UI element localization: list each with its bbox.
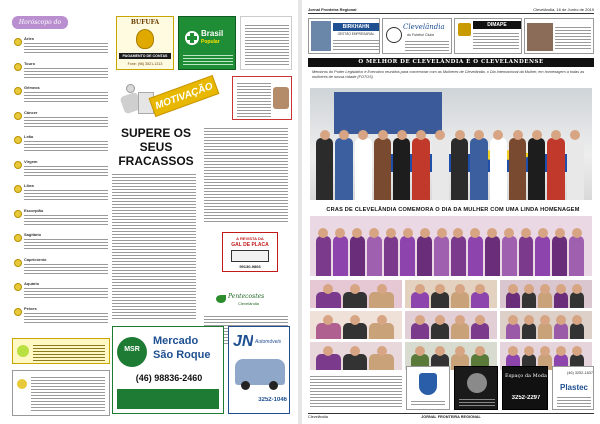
clevelandia-sub: do Futebol Clube: [407, 33, 435, 37]
person: [431, 323, 449, 339]
person: [350, 236, 365, 276]
person-head: [455, 346, 465, 356]
person: [343, 354, 368, 370]
bottom-text-block: [310, 374, 402, 408]
horoscope-text: [24, 41, 108, 55]
car-wheel-left: [241, 381, 250, 390]
person-head: [397, 130, 407, 140]
zodiac-icon: [14, 38, 22, 46]
person-head: [377, 346, 387, 356]
person-head: [415, 346, 425, 356]
person: [522, 292, 536, 308]
mercado-bottom-bar: [117, 389, 219, 409]
money-bag-icon: [136, 29, 154, 49]
horoscope-text: [24, 66, 108, 80]
person: [343, 292, 368, 308]
person: [569, 236, 584, 276]
person-head: [540, 315, 550, 325]
person: [506, 292, 520, 308]
person: [490, 138, 507, 200]
person-head: [555, 228, 565, 238]
right-page-footer: [308, 413, 594, 419]
horoscope-sign-name: Sagitário: [24, 232, 42, 237]
horoscope-text: [24, 311, 108, 325]
person: [519, 236, 534, 276]
ad-pentecostes-name: Pentecostes: [228, 293, 265, 300]
person-head: [556, 315, 566, 325]
person: [316, 354, 341, 370]
horoscope-sign-name: Gêmeos: [24, 85, 40, 90]
person-head: [572, 228, 582, 238]
car-wheel-right: [269, 381, 278, 390]
pharmacy-cross-glyph-h: [187, 36, 197, 40]
horoscope-item: [14, 85, 110, 105]
prefeitura-text: [411, 399, 445, 407]
ad-dark: [454, 366, 498, 410]
horoscope-item: [14, 61, 110, 81]
clevelandia-name: Clevelândia: [403, 23, 445, 31]
person: [316, 138, 333, 200]
cras-headline: CRAS DE CLEVELÂNDIA COMEMORA O DIA DA MULHER COM UMA LINDA HOMENAGEM: [326, 207, 580, 213]
mercado-logo-text: MSR: [124, 346, 140, 353]
person-head: [572, 315, 582, 325]
article-text-col1: [112, 172, 196, 320]
ad-brasil-name: Brasil: [201, 29, 224, 38]
person-head: [403, 228, 413, 238]
event-photo: [500, 311, 592, 339]
person-head: [532, 130, 542, 140]
horoscope-sign-name: Peixes: [24, 305, 37, 311]
ad-espaco-moda: [502, 366, 548, 410]
zodiac-icon: [14, 161, 22, 169]
person: [468, 236, 483, 276]
dark-ad-text: [459, 397, 495, 407]
horoscope-item: [14, 36, 110, 56]
event-photo: [310, 342, 402, 370]
ad-placa-phone: 99130-9866: [239, 264, 261, 269]
horoscope-text: [24, 213, 108, 227]
person: [570, 292, 584, 308]
person: [538, 323, 552, 339]
zodiac-icon: [14, 63, 22, 71]
event-photo: [405, 280, 497, 308]
person-head: [551, 130, 561, 140]
person-head: [415, 315, 425, 325]
person-head: [377, 315, 387, 325]
person-head: [437, 228, 447, 238]
person: [554, 323, 568, 339]
horoscope-text: [24, 286, 108, 300]
person: [554, 292, 568, 308]
ad-right-top-corner: [524, 18, 594, 54]
birkhahn-sub: GESTÃO EMPRESARIAL: [337, 32, 375, 36]
horoscope-item: [14, 134, 110, 154]
jn-sub: Automóveis: [255, 339, 282, 345]
birkhahn-name: BIRKHAHN: [333, 23, 379, 31]
person: [369, 292, 394, 308]
ad-bufufa-name: BUFUFA: [130, 19, 160, 26]
zodiac-icon: [14, 210, 22, 218]
horoscope-item: [14, 257, 110, 277]
person: [343, 323, 368, 339]
person: [535, 236, 550, 276]
person: [412, 138, 429, 200]
person-head: [556, 284, 566, 294]
horoscope-item: [14, 232, 110, 252]
person-head: [475, 346, 485, 356]
person-head: [540, 346, 550, 356]
horoscope-text: [24, 164, 108, 178]
person: [411, 323, 429, 339]
mercado-name2: São Roque: [153, 349, 211, 361]
horoscope-sign-name: Aquário: [24, 281, 40, 286]
footer-paper-name: JORNAL FRONTEIRA REGIONAL: [421, 415, 481, 419]
ad-mercado: [112, 326, 224, 414]
horoscope-item: [14, 306, 110, 326]
person: [400, 236, 415, 276]
horoscope-item: [14, 159, 110, 179]
person-head: [320, 130, 330, 140]
person-head: [504, 228, 514, 238]
person: [485, 236, 500, 276]
ad-placa-plate: [231, 250, 269, 262]
ad-jn: [228, 326, 290, 414]
person: [411, 292, 429, 308]
person: [506, 323, 520, 339]
zodiac-icon: [14, 185, 22, 193]
right-page: [302, 0, 600, 424]
zodiac-icon: [14, 234, 22, 242]
person: [451, 138, 468, 200]
person-head: [521, 228, 531, 238]
person-head: [524, 346, 534, 356]
person-head: [508, 284, 518, 294]
slogan-bar: O MELHOR DE CLEVELÂNDIA É O CLEVELANDENSE: [308, 58, 594, 67]
horoscope-item: [14, 208, 110, 228]
person: [316, 292, 341, 308]
ad-brasil-sub: Popular: [201, 39, 220, 45]
quote-box-text: [237, 81, 271, 117]
horoscope-item: [14, 281, 110, 301]
clevelandia-text: [405, 39, 449, 51]
banner-backdrop: [334, 92, 442, 134]
person-head: [513, 130, 523, 140]
dimape-logo: [458, 23, 471, 36]
header-paper-name: Jornal Fronteira Regional: [308, 7, 357, 12]
ad-small-bottom-left-text: [33, 343, 105, 361]
person-head: [524, 315, 534, 325]
plastec-phone: (46) 3252-1837: [567, 371, 593, 375]
horoscope-text: [24, 115, 108, 129]
person: [451, 323, 469, 339]
person: [417, 236, 432, 276]
ad-small-bottom-left-logo: [17, 345, 29, 357]
ad-placa-line1: A REVISTA DA: [236, 236, 264, 241]
ad-top-small-text: [245, 23, 289, 67]
jn-phone: 3252-1046: [258, 397, 287, 403]
left-page: [0, 0, 298, 424]
ad-placa: [222, 232, 278, 272]
mercado-name: Mercado: [153, 335, 199, 347]
event-photo: [405, 311, 497, 339]
person: [367, 236, 382, 276]
motivation-headline: SUPERE OS SEUS FRACASSOS: [118, 126, 194, 168]
horoscope-sign-name: Virgem: [24, 158, 38, 164]
person: [471, 292, 489, 308]
ad-clevelandia-fc: [382, 18, 452, 54]
person-head: [524, 284, 534, 294]
person-head: [435, 284, 445, 294]
person-head: [377, 284, 387, 294]
person: [470, 138, 487, 200]
dark-ad-logo: [467, 373, 487, 393]
person: [369, 354, 394, 370]
horoscope-text: [24, 262, 108, 276]
horoscope-sign-name: Leão: [24, 134, 34, 139]
ad-quote-box: [232, 76, 292, 120]
dimape-name: DIMAPE: [473, 21, 521, 29]
horoscope-title: Horóscopo do Amor: [12, 16, 68, 29]
football-icon: [386, 27, 402, 43]
zodiac-icon: [14, 259, 22, 267]
ad-placa-line2: GAL DE PLACA: [231, 242, 269, 248]
person: [355, 138, 372, 200]
ad-top-small: [240, 16, 292, 70]
person-head: [350, 284, 360, 294]
main-photo: [310, 88, 592, 200]
person-head: [420, 228, 430, 238]
plastec-text: [557, 395, 591, 407]
person-head: [572, 346, 582, 356]
mercado-phone: (46) 98836-2460: [135, 373, 203, 383]
horoscope-sign-name: Áries: [24, 36, 35, 41]
plastec-name: Plastec: [559, 383, 589, 392]
horoscope-sign-name: Libra: [24, 183, 34, 188]
group-photo: [310, 216, 592, 276]
person-head: [350, 346, 360, 356]
ad-small-bottom-left: [12, 338, 110, 364]
person: [335, 138, 352, 200]
article-text-col2: [204, 126, 288, 222]
top-photo-caption: Membros do Poder Legislativo e Executivo reunidos para comemorar com as Mulheres de Clevelândia, o Dia Internacional da Mulher, em homenagem a todas as mulheres de nossa cidade (FOTOS): [312, 70, 585, 79]
person: [431, 292, 449, 308]
ad-birkhahn: [308, 18, 380, 54]
dove-icon: [216, 295, 226, 303]
person-head: [455, 315, 465, 325]
person-head: [508, 346, 518, 356]
person: [374, 138, 391, 200]
person: [509, 138, 526, 200]
event-photo: [500, 280, 592, 308]
person-head: [369, 228, 379, 238]
person-head: [474, 130, 484, 140]
ad-brasil-popular: [178, 16, 236, 70]
person-head: [350, 315, 360, 325]
jn-name: JN: [233, 333, 254, 350]
ad-bufufa: [116, 16, 174, 70]
person-head: [435, 315, 445, 325]
ad-dimape: [454, 18, 522, 54]
horoscope-text: [24, 139, 108, 153]
footer-city: Clevelândia: [308, 415, 328, 419]
header-date: Clevelândia, 16 de Junho de 2019: [533, 7, 594, 12]
zodiac-icon: [14, 283, 22, 291]
person: [316, 236, 331, 276]
espaco-phone: 3252-2297: [511, 395, 541, 401]
motivation-banner: MOTIVAÇÃO: [149, 75, 220, 117]
person-head: [475, 284, 485, 294]
coat-of-arms-icon: [419, 373, 437, 395]
person: [434, 236, 449, 276]
person: [393, 138, 410, 200]
ad-bufufa-phone: Fone: (96) 3521-1313: [127, 62, 163, 66]
person: [369, 323, 394, 339]
zodiac-icon: [14, 136, 22, 144]
dimape-text: [473, 31, 519, 51]
ad-prefeitura: [406, 366, 450, 410]
person: [384, 236, 399, 276]
person: [333, 236, 348, 276]
person-head: [455, 130, 465, 140]
person: [552, 236, 567, 276]
zodiac-icon: [14, 87, 22, 95]
corner-ad-text: [555, 25, 591, 51]
horoscope-item: [14, 110, 110, 130]
person: [538, 292, 552, 308]
person: [451, 236, 466, 276]
ad-brasil-text: [183, 53, 233, 67]
person-head: [508, 315, 518, 325]
person: [451, 292, 469, 308]
horoscope-sign-name: Capricórnio: [24, 256, 47, 262]
ad-bufufa-line: PAGAMENTO DE CONTAS: [119, 53, 171, 59]
person-head: [416, 130, 426, 140]
corner-ad-photo: [527, 23, 553, 51]
zodiac-icon: [14, 308, 22, 316]
person-head: [415, 284, 425, 294]
ad-plastec: [552, 366, 594, 410]
horoscope-sign-name: Escorpião: [24, 207, 44, 213]
espaco-name: Espaço da Moda: [505, 373, 547, 379]
person-head: [538, 228, 548, 238]
ad-pentecostes: [214, 292, 286, 310]
ad-small-bottom-left-2-text: [31, 375, 105, 413]
zodiac-icon: [14, 112, 22, 120]
right-page-header: [308, 6, 594, 14]
person-head: [540, 284, 550, 294]
person: [471, 323, 489, 339]
person: [432, 138, 449, 200]
horoscope-text: [24, 237, 108, 251]
person-head: [455, 284, 465, 294]
person-head: [339, 130, 349, 140]
person-head: [435, 346, 445, 356]
ad-small-bottom-left-2: [12, 370, 110, 416]
person-head: [572, 284, 582, 294]
horoscope-text: [24, 90, 108, 104]
person: [570, 323, 584, 339]
person: [528, 138, 545, 200]
horoscope-item: [14, 183, 110, 203]
horoscope-sign-name: Câncer: [24, 109, 38, 115]
person-head: [475, 315, 485, 325]
horoscope-sign-name: Touro: [24, 60, 36, 66]
birkhahn-photo: [311, 21, 331, 51]
event-photo: [310, 311, 402, 339]
person: [522, 323, 536, 339]
ad-pentecostes-sub: Clevelândia: [238, 301, 259, 306]
event-photo: [310, 280, 402, 308]
horoscope-text: [24, 188, 108, 202]
person-head: [378, 130, 388, 140]
person: [316, 323, 341, 339]
birkhahn-text: [333, 38, 379, 52]
ad-small-bottom-left-2-logo: [17, 379, 27, 389]
person-head: [386, 228, 396, 238]
person: [502, 236, 517, 276]
person: [567, 138, 584, 200]
person-head: [556, 346, 566, 356]
quote-box-photo: [273, 87, 289, 109]
person: [547, 138, 564, 200]
